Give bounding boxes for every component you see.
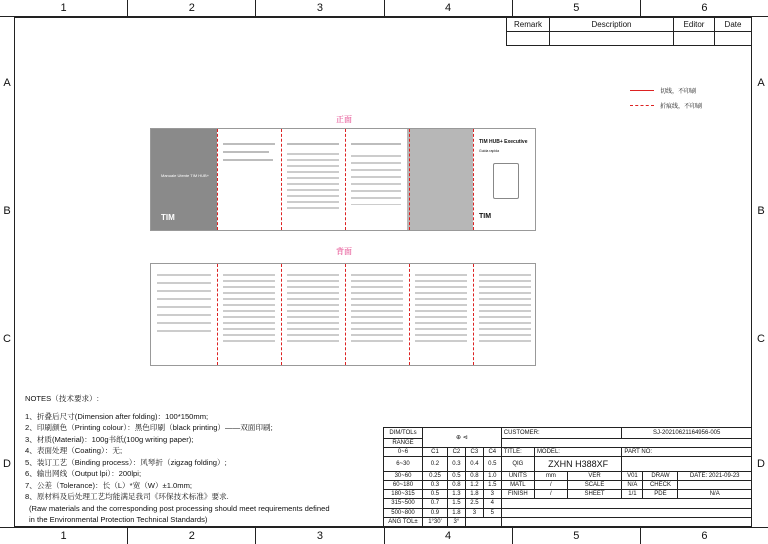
zone-label-right: C	[757, 333, 765, 345]
zone-label-left: C	[3, 333, 11, 345]
fold-line	[281, 264, 282, 365]
fold-line	[409, 129, 410, 230]
cover-brand: TIM	[161, 213, 175, 222]
zone-strip-bottom	[0, 527, 768, 544]
zone-label-right: B	[757, 205, 765, 217]
zone-label: 2	[128, 0, 256, 16]
revision-description-header: Description	[550, 18, 674, 32]
zone-label-left: B	[3, 205, 11, 217]
zone-label-right: A	[757, 77, 765, 89]
title-block: DIM/TOLs ⊕ ⊲ CUSTOMER: SJ-20210621164956-005 RANGE 0~6 C1 C2 C3 C4 TITLE: MODEL: PART NO: 6~30 0.2 0.3 0.4 0.5 QIG ZXHN H388XF 30~60 0.25 0.5 0.8 1.0 UNITS mm VER V01 DRAW DATE: 2021-09-23 60~180 0.3 0.8 1.2 1.5 MATL / SCALE N/A CHECK 180~315 0.5 1.3 1.8 3 FINISH / SHEET 1/1 PDE N/A 315~500 0.7 1.5 2.5 4 500~800 0.9 1.8 3 5 ANG TOL± 1°30' 3°	[383, 427, 752, 527]
zone-strip-top	[0, 0, 768, 17]
note-item: 2、印刷颜色（Printing colour）：黑色印刷（black printing）——双面印刷;	[25, 423, 273, 432]
zone-label: 1	[0, 0, 128, 16]
zone-label-left: A	[3, 77, 11, 89]
range-cell: 0~6	[384, 448, 423, 457]
product-title: TIM HUB+ Executive	[479, 139, 528, 145]
dim-tol-header: DIM/TOLs	[384, 428, 423, 439]
zone-label-right: D	[757, 458, 765, 470]
angle-tol-label: ANG TOL±	[384, 517, 423, 526]
zone-label: 3	[256, 528, 384, 544]
fold-line	[473, 264, 474, 365]
note-item: 5、装订工艺（Binding process）：风琴折（zigzag folding）;	[25, 457, 227, 467]
cover-text: Manuale Utente TIM HUB+	[161, 173, 210, 178]
front-leaflet	[150, 128, 536, 231]
model-value: ZXHN H388XF	[534, 457, 621, 471]
note-item: 6、输出网线（Output lpi）：200lpi;	[25, 469, 142, 478]
note-item: 1、折叠后尺寸(Dimension after folding)：100*150mm;	[25, 411, 209, 421]
back-leaflet	[150, 263, 536, 366]
note-item: 3、材质(Material)：100g书纸(100g writing paper);	[25, 434, 194, 444]
note-item: in the Environmental Protection Technical Standards)	[29, 515, 208, 524]
router-image	[493, 163, 519, 199]
front-label: 正面	[336, 115, 352, 124]
technical-notes	[25, 393, 330, 526]
note-item: (Raw materials and the corresponding post processing should meet requirements defined	[29, 503, 330, 513]
zone-label: 3	[256, 0, 384, 16]
zone-label: 2	[128, 528, 256, 544]
legend-cut: 切线，不印刷	[630, 86, 702, 95]
customer-label: CUSTOMER:	[501, 428, 622, 439]
note-item: 4、表面处理（Coating）：无;	[25, 446, 123, 455]
title-label: TITLE:	[501, 448, 534, 457]
projection-symbol: ⊕ ⊲	[423, 428, 502, 448]
back-brand: TIM	[479, 213, 492, 220]
notes-title: NOTES（技术要求）:	[25, 394, 99, 403]
revision-editor-header: Editor	[674, 18, 715, 32]
revision-table	[506, 17, 752, 46]
range-header: RANGE	[384, 439, 423, 448]
revision-remark-header: Remark	[507, 18, 550, 32]
zone-label: 6	[701, 2, 708, 14]
model-label: MODEL:	[534, 448, 621, 457]
revision-date-header: Date	[715, 18, 752, 32]
part-no-label: PART NO:	[622, 448, 752, 457]
qig-label: QIG	[501, 457, 534, 471]
zone-label-left: D	[3, 458, 11, 470]
note-item: 7、公差（Tolerance)：长（L）*宽（W）±1.0mm;	[25, 480, 193, 490]
fold-line	[409, 264, 410, 365]
fold-line	[345, 129, 346, 230]
zone-label: 4	[385, 528, 513, 544]
note-item: 8、原材料及后处理工艺均能满足我司《环保技术标准》要求.	[25, 492, 229, 501]
zone-label: 6	[701, 530, 708, 542]
fold-line	[281, 129, 282, 230]
fold-line	[217, 129, 218, 230]
legend-fold: 折痕线，不印刷	[630, 101, 702, 110]
product-subtitle: Guida rapida	[479, 149, 500, 153]
doc-number: SJ-20210621164956-005	[622, 428, 752, 439]
dark-panel	[407, 129, 473, 230]
zone-label: 1	[0, 528, 128, 544]
zone-label: 4	[385, 0, 513, 16]
fold-line	[473, 129, 474, 230]
back-label: 背面	[336, 247, 352, 256]
zone-label: 5	[513, 0, 641, 16]
fold-line	[217, 264, 218, 365]
fold-line	[345, 264, 346, 365]
zone-label: 5	[513, 528, 641, 544]
line-legend	[630, 86, 702, 116]
